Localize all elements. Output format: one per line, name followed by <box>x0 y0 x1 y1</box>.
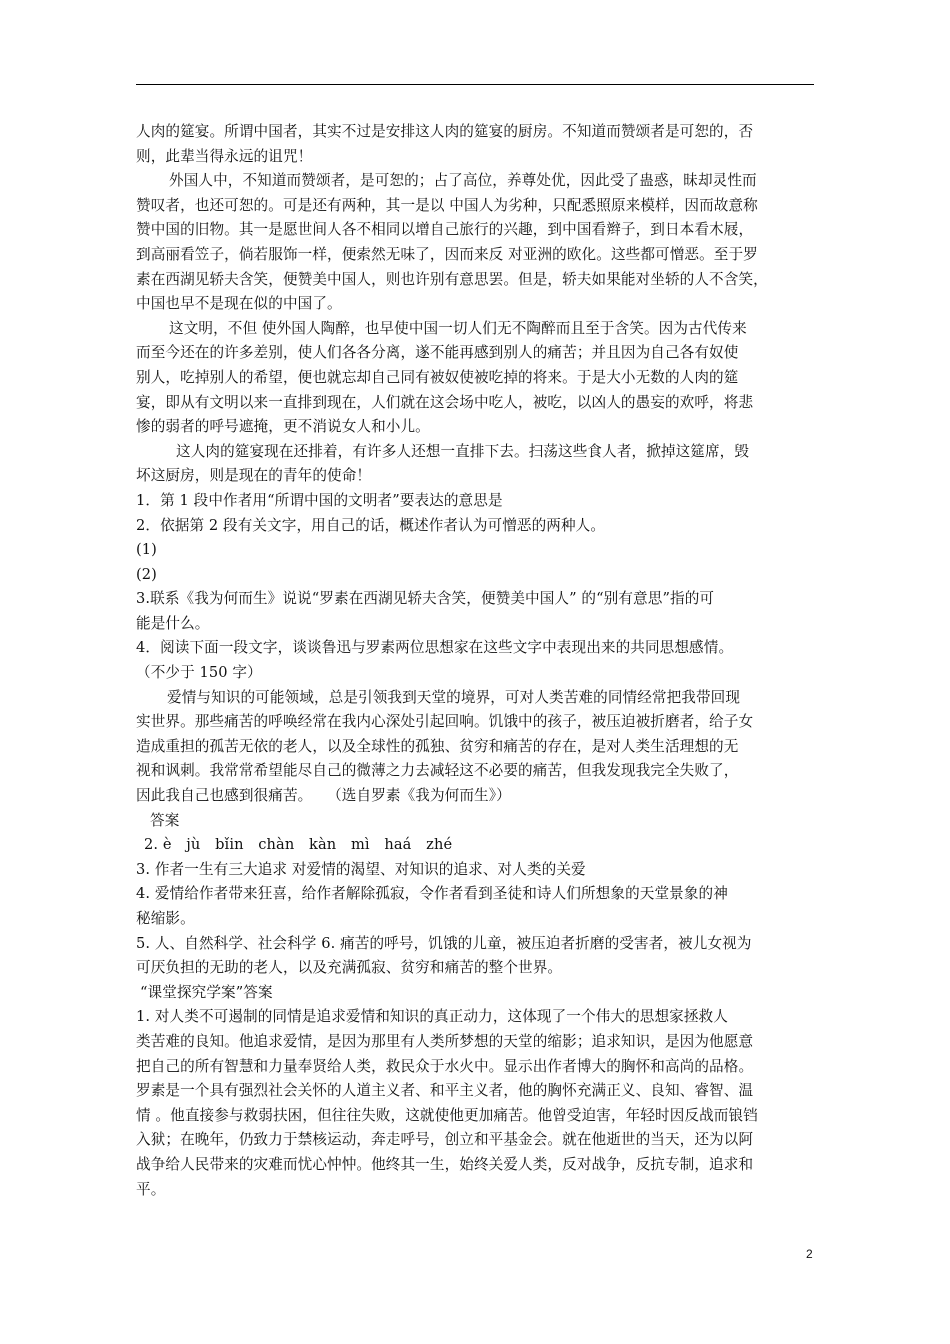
text-line: 中国也早不是现在似的中国了。 <box>136 295 342 313</box>
answer-line: 罗素是一个具有强烈社会关怀的人道主义者、和平主义者，他的胸怀充满正义、良知、睿智、温 <box>136 1082 754 1100</box>
question-3: 3.联系《我为何而生》说说“罗素在西湖见轿夫含笑，便赞美中国人” 的“别有意思”指的可 <box>136 590 715 608</box>
answer-line: 3. 作者一生有三大追求 对爱情的渴望、对知识的追求、对人类的关爱 <box>136 860 586 878</box>
answer-slot-1: (1) <box>136 541 157 559</box>
question-4: 4．阅读下面一段文字，谈谈鲁迅与罗素两位思想家在这些文字中表现出来的共同思想感情。 <box>136 639 734 657</box>
quote-line: 爱情与知识的可能领域，总是引领我到天堂的境界，可对人类苦难的同情经常把我带回现 <box>167 688 741 706</box>
page-number: 2 <box>806 1247 813 1261</box>
answer-line: 5. 人、自然科学、社会科学 6. 痛苦的呼号，饥饿的儿童，被压迫者折磨的受害者，被儿女视为 <box>136 934 752 952</box>
text-line: 能是什么。 <box>136 614 210 632</box>
answer-line: 类苦难的良知。他追求爱情，是因为那里有人类所梦想的天堂的缩影；追求知识，是因为他愿意 <box>136 1032 754 1050</box>
text-line: 惨的弱者的呼号遮掩，更不消说女人和小儿。 <box>136 418 430 436</box>
quote-line: 因此我自己也感到很痛苦。 （选自罗素《我为何而生》） <box>136 787 511 805</box>
text-line: 宴，即从有文明以来一直排到现在，人们就在这会场中吃人，被吃，以凶人的愚妄的欢呼，将悲 <box>136 393 754 411</box>
answer-line: 把自己的所有智慧和力量奉贤给人类，救民众于水火中。显示出作者博大的胸怀和高尚的品格。 <box>136 1057 754 1075</box>
text-line: 素在西湖见轿夫含笑，便赞美中国人，则也许别有意思罢。但是，轿夫如果能对坐轿的人不含笑， <box>136 270 768 288</box>
answer-line: 情 。他直接参与救弱扶困，但往往失败，这就使他更加痛苦。他曾受迫害，年轻时因反战而锒铛 <box>136 1106 758 1124</box>
answer-line: 秘缩影。 <box>136 910 195 927</box>
text-line: 外国人中，不知道而赞颂者，是可恕的；占了高位，养尊处优，因此受了蛊惑，昧却灵性而 <box>169 172 757 190</box>
section-heading: “课堂探究学案”答案 <box>140 983 273 1001</box>
quote-line: 视和讽刺。我常常希望能尽自己的微薄之力去减轻这不必要的痛苦，但我发现我完全失败了， <box>136 762 739 780</box>
text-line: 而至今还在的许多差别，使人们各各分离，遂不能再感到别人的痛苦；并且因为自己各有奴使 <box>136 344 739 362</box>
quote-line: 实世界。那些痛苦的呼唤经常在我内心深处引起回响。饥饿中的孩子，被压迫被折磨者，给子女 <box>136 713 754 731</box>
answer-line: 可厌负担的无助的老人，以及充满孤寂、贫穷和痛苦的整个世界。 <box>136 959 563 977</box>
text-line: 到高丽看笠子，倘若服饰一样，便索然无味了，因而来反 对亚洲的欧化。这些都可憎恶。至于罗 <box>136 245 758 263</box>
answer-heading: 答案 <box>150 811 180 829</box>
text-line: 则，此辈当得永远的诅咒！ <box>136 147 313 165</box>
answer-line: 平。 <box>136 1180 166 1198</box>
answer-line: 4. 爱情给作者带来狂喜，给作者解除孤寂，令作者看到圣徒和诗人们所想象的天堂景象的神 <box>136 885 728 903</box>
answer-line: 入狱；在晚年，仍致力于禁核运动，奔走呼号，创立和平基金会。就在他逝世的当天，还为以阿 <box>136 1131 754 1149</box>
quote-line: 造成重担的孤苦无依的老人，以及全球性的孤独、贫穷和痛苦的存在，是对人类生活理想的无 <box>136 737 739 755</box>
answer-line: 战争给人民带来的灾难而忧心忡忡。他终其一生，始终关爱人类，反对战争，反抗专制，追求和 <box>136 1155 754 1173</box>
question-2: 2．依据第 2 段有关文字，用自己的话，概述作者认为可憎恶的两种人。 <box>136 516 606 534</box>
answer-line: 1. 对人类不可遏制的同情是追求爱情和知识的真正动力，这体现了一个伟大的思想家拯救人 <box>136 1008 728 1026</box>
text-line: 这人肉的筵宴现在还排着，有许多人还想一直排下去。扫荡这些食人者，掀掉这筵席，毁 <box>176 442 750 460</box>
answer-line: 2. è jù bǐin chàn kàn mì haá zhé <box>144 836 453 854</box>
answer-slot-2: (2) <box>136 565 157 583</box>
text-line: 这文明，不但 使外国人陶醉，也早使中国一切人们无不陶醉而且至于含笑。因为古代传来 <box>169 319 747 337</box>
text-line: 赞叹者，也还可恕的。可是还有两种，其一是以 中国人为劣种，只配悉照原来模样，因而故意称 <box>136 196 758 214</box>
text-line: 人肉的筵宴。所谓中国者，其实不过是安排这人肉的筵宴的厨房。不知道而赞颂者是可恕的，否 <box>136 123 754 140</box>
question-1: 1．第 1 段中作者用“所谓中国的文明者”要表达的意思是 <box>136 491 503 509</box>
text-line: 赞中国的旧物。其一是愿世间人各不相同以增自己旅行的兴趣，到中国看辫子，到日本看木屐， <box>136 221 754 239</box>
header-rule <box>136 84 814 85</box>
text-line: 别人，吃掉别人的希望，便也就忘却自己同有被奴使被吃掉的将来。于是大小无数的人肉的筵 <box>136 368 739 386</box>
text-line: （不少于 150 字） <box>136 664 262 682</box>
text-line: 坏这厨房，则是现在的青年的使命！ <box>136 467 372 485</box>
document-body <box>136 120 826 1202</box>
